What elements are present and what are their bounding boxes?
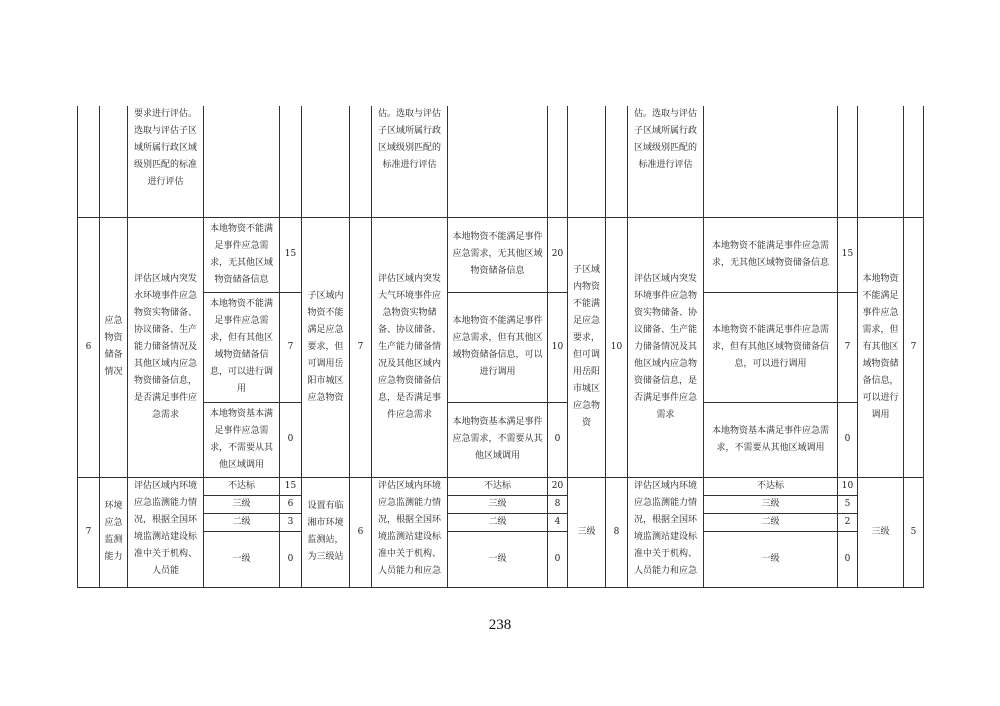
table-row: [78, 477, 924, 495]
cont-criterion-1: 要求进行评估。选取与评估子区域所属行政区域级别匹配的标准进行评估: [128, 106, 204, 217]
option-text: 本地物资不能满足事件应急需求，但有其他区域物资储备信息，可以进行调用: [204, 292, 280, 402]
table-row: [78, 495, 924, 513]
option-text: 本地物资不能满足事件应急需求，无其他区域物资储备信息: [204, 217, 280, 292]
level-text: 三级: [204, 495, 280, 513]
level-text: 二级: [448, 513, 548, 531]
level-score: 3: [280, 513, 302, 531]
table-row: [78, 217, 924, 292]
cont-criterion-3: 估。选取与评估子区域所属行政区域级别匹配的标准进行评估: [628, 106, 704, 217]
level-score: 4: [548, 513, 568, 531]
level-score: 15: [280, 477, 302, 495]
option-text: 本地物资基本满足事件应急需求，不需要从其他区域调用: [204, 402, 280, 477]
row-number: 7: [78, 477, 100, 587]
situation-score: 7: [904, 217, 924, 477]
option-text: 本地物资不能满足事件应急需求，无其他区域物资储备信息: [704, 217, 838, 292]
option-score: 15: [838, 217, 858, 292]
table-row: [78, 513, 924, 531]
option-score: 7: [280, 292, 302, 402]
situation-score: 7: [350, 217, 372, 477]
level-score: 0: [280, 531, 302, 587]
option-score: 0: [838, 402, 858, 477]
option-score: 15: [280, 217, 302, 292]
option-text: 本地物资基本满足事件应急需求，不需要从其他区域调用: [448, 402, 548, 477]
situation-text: 三级: [568, 477, 606, 587]
situation-score: 6: [350, 477, 372, 587]
option-score: 20: [548, 217, 568, 292]
level-score: 5: [838, 495, 858, 513]
situation-text: 子区域内物资不能满足应急要求，但可调用岳阳市城区应急物资: [302, 217, 350, 477]
option-text: 本地物资基本满足事件应急需求，不需要从其他区域调用: [704, 402, 838, 477]
page-number: 238: [488, 617, 512, 633]
level-text: 二级: [204, 513, 280, 531]
level-text: 一级: [448, 531, 548, 587]
level-score: 6: [280, 495, 302, 513]
option-text: 本地物资不能满足事件应急需求，无其他区域物资储备信息: [448, 217, 548, 292]
index-name: 应急物资储备情况: [100, 217, 128, 477]
level-score: 2: [838, 513, 858, 531]
cont-criterion-2: 估。选取与评估子区域所属行政区域级别匹配的标准进行评估: [372, 106, 448, 217]
situation-score: 10: [606, 217, 628, 477]
level-text: 不达标: [448, 477, 548, 495]
level-score: 20: [548, 477, 568, 495]
criterion-description: 评估区域内突发环境事件应急物资实物储备、协议储备、生产能力储备情况及其他区域内应急物资储备信息，是否满足事件应急需求: [628, 217, 704, 477]
criterion-description: 评估区域内突发水环境事件应急物资实物储备、协议储备、生产能力储备情况及其他区域内应急物资储备信息，是否满足事件应急需求: [128, 217, 204, 477]
criterion-description: 评估区域内突发大气环境事件应急物资实物储备、协议储备、生产能力储备情况及其他区域内应急物资储备信息，是否满足事件应急需求: [372, 217, 448, 477]
assessment-table: [77, 106, 924, 588]
criterion-description: 评估区域内环境应急监测能力情况，根据全国环境监测站建设标准中关于机构、人员能力和应急: [372, 477, 448, 587]
situation-score: 8: [606, 477, 628, 587]
level-score: 8: [548, 495, 568, 513]
criterion-description: 评估区域内环境应急监测能力情况，根据全国环境监测站建设标准中关于机构、人员能: [128, 477, 204, 587]
situation-text: 子区域内物资不能满足应急要求，但可调用岳阳市城区应急物资: [568, 217, 606, 477]
level-text: 三级: [448, 495, 548, 513]
criterion-description: 评估区域内环境应急监测能力情况，根据全国环境监测站建设标准中关于机构、人员能力和应急: [628, 477, 704, 587]
option-score: 0: [548, 402, 568, 477]
situation-text: 设置有临湘市环境监测站，为三级站: [302, 477, 350, 587]
level-text: 不达标: [704, 477, 838, 495]
index-name: 环境应急监测能力: [100, 477, 128, 587]
row-number: 6: [78, 217, 100, 477]
level-score: 0: [548, 531, 568, 587]
option-score: 0: [280, 402, 302, 477]
table-row: [78, 402, 924, 477]
option-text: 本地物资不能满足事件应急需求，但有其他区域物资储备信息，可以进行调用: [704, 292, 838, 402]
level-text: 一级: [204, 531, 280, 587]
option-text: 本地物资不能满足事件应急需求，但有其他区域物资储备信息，可以进行调用: [448, 292, 548, 402]
table-row: [78, 531, 924, 587]
level-text: 不达标: [204, 477, 280, 495]
situation-score: 5: [904, 477, 924, 587]
level-text: 一级: [704, 531, 838, 587]
level-score: 10: [838, 477, 858, 495]
option-score: 10: [548, 292, 568, 402]
level-text: 三级: [704, 495, 838, 513]
table-row: [78, 292, 924, 402]
option-score: 7: [838, 292, 858, 402]
continuation-row: [78, 106, 924, 217]
situation-text: 三级: [858, 477, 904, 587]
level-score: 0: [838, 531, 858, 587]
level-text: 二级: [704, 513, 838, 531]
situation-text: 本地物资不能满足事件应急需求，但有其他区域物资储备信息，可以进行调用: [858, 217, 904, 477]
